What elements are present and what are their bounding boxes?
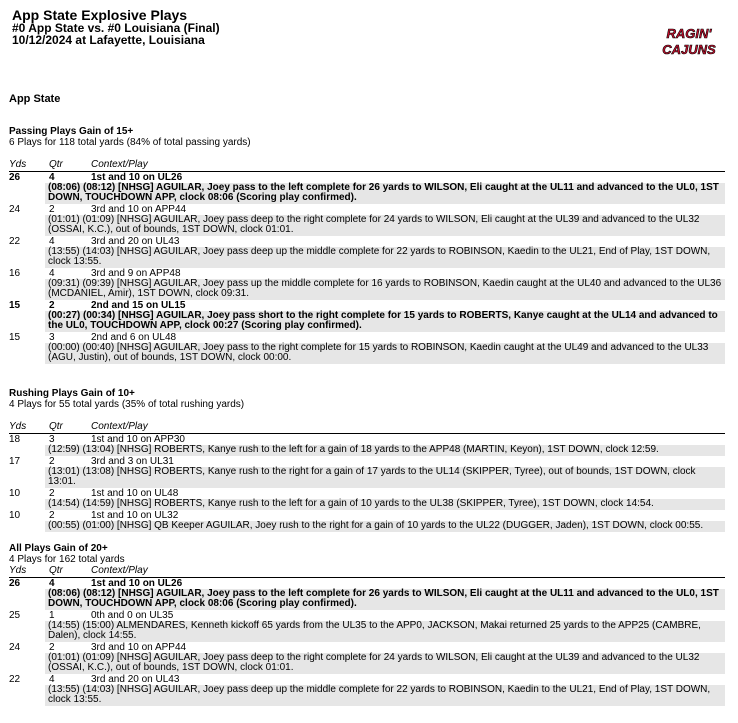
play-quarter: 4 [49, 172, 55, 183]
play-situation: 1st and 10 on UL26 [91, 172, 183, 183]
col-yds: Yds [9, 565, 27, 576]
rushing-title: Rushing Plays Gain of 10+ [9, 388, 135, 399]
logo-text-bottom: CAJUNS [662, 42, 716, 57]
play-quarter: 4 [49, 236, 55, 247]
play-quarter: 4 [49, 674, 55, 685]
play-description: (01:01) (01:09) [NHSG] AGUILAR, Joey pass deep to the right complete for 24 yards to WILSON, Eli caught at the UL39 and advanced to the UL32 (OSSAI, K.C.), out of bounds, 1ST DOWN, clock 01:01. [45, 653, 725, 674]
play-yards: 15 [9, 332, 21, 343]
play-yards: 24 [9, 642, 21, 653]
play-yards: 22 [9, 236, 21, 247]
col-yds: Yds [9, 421, 27, 432]
all-plays-subtitle: 4 Plays for 162 total yards [9, 554, 125, 565]
game-date-location: 10/12/2024 at Lafayette, Louisiana [12, 33, 205, 47]
play-description: (08:06) (08:12) [NHSG] AGUILAR, Joey pass to the left complete for 26 yards to WILSON, Eli caught at the UL11 and advanced to the UL0, 1ST DOWN, TOUCHDOWN APP, clock 08:06 (Scoring play confirmed). [45, 183, 725, 204]
passing-column-header [9, 159, 725, 172]
play-quarter: 2 [49, 642, 55, 653]
play-yards: 26 [9, 172, 21, 183]
play-row [9, 236, 725, 268]
play-quarter: 3 [49, 434, 55, 445]
play-quarter: 3 [49, 332, 55, 343]
play-description: (14:55) (15:00) ALMENDARES, Kenneth kickoff 65 yards from the UL35 to the APP0, JACKSON, Makai returned 25 yards to the APP25 (CAMBRE, Dalen), clock 14:55. [45, 621, 725, 642]
passing-title: Passing Plays Gain of 15+ [9, 126, 134, 137]
all-plays-section [9, 543, 725, 706]
play-quarter: 4 [49, 578, 55, 589]
passing-section [9, 126, 725, 364]
play-description: (13:01) (13:08) [NHSG] ROBERTS, Kanye rush to the right for a gain of 17 yards to the UL14 (SKIPPER, Tyree), out of bounds, 1ST DOWN, clock 13:01. [45, 467, 725, 488]
play-yards: 16 [9, 268, 21, 279]
play-situation: 2nd and 6 on UL48 [91, 332, 177, 343]
play-row [9, 456, 725, 488]
play-row [9, 510, 725, 532]
play-description: (00:55) (01:00) [NHSG] QB Keeper AGUILAR, Joey rush to the right for a gain of 10 yards to the UL22 (DUGGER, Jaden), 1ST DOWN, clock 00:55. [45, 521, 725, 532]
team-name: App State [9, 93, 61, 105]
col-context: Context/Play [91, 565, 148, 576]
play-row [9, 434, 725, 456]
all-plays-title: All Plays Gain of 20+ [9, 543, 108, 554]
play-yards: 18 [9, 434, 21, 445]
col-context: Context/Play [91, 159, 148, 170]
play-quarter: 2 [49, 510, 55, 521]
play-row [9, 172, 725, 204]
play-row [9, 332, 725, 364]
play-quarter: 4 [49, 268, 55, 279]
play-yards: 10 [9, 510, 21, 521]
play-situation: 1st and 10 on UL32 [91, 510, 179, 521]
play-situation: 2nd and 15 on UL15 [91, 300, 186, 311]
play-row [9, 578, 725, 610]
play-row [9, 610, 725, 642]
play-quarter: 2 [49, 204, 55, 215]
report-title: App State Explosive Plays [12, 7, 188, 23]
ragin-cajuns-logo [656, 24, 722, 58]
play-situation: 3rd and 9 on APP48 [91, 268, 181, 279]
col-yds: Yds [9, 159, 27, 170]
all-plays-play-list [9, 578, 725, 706]
passing-play-list [9, 172, 725, 364]
play-description: (14:54) (14:59) [NHSG] ROBERTS, Kanye rush to the left for a gain of 10 yards to the UL38 (SKIPPER, Tyree), 1ST DOWN, clock 14:54. [45, 499, 725, 510]
report-header [12, 8, 220, 46]
col-qtr: Qtr [49, 565, 63, 576]
all-plays-column-header [9, 565, 725, 578]
play-yards: 26 [9, 578, 21, 589]
play-row [9, 674, 725, 706]
game-matchup: #0 App State vs. #0 Louisiana (Final) [12, 21, 220, 35]
play-description: (00:00) (00:40) [NHSG] AGUILAR, Joey pass to the right complete for 15 yards to ROBINSON, Kaedin caught at the UL49 and advanced to the UL33 (AGU, Justin), out of bounds, 1ST DOWN, clock 00:00. [45, 343, 725, 364]
play-row [9, 488, 725, 510]
play-quarter: 2 [49, 456, 55, 467]
play-yards: 22 [9, 674, 21, 685]
rushing-subtitle: 4 Plays for 55 total yards (35% of total rushing yards) [9, 399, 245, 410]
play-yards: 17 [9, 456, 21, 467]
play-yards: 24 [9, 204, 21, 215]
play-situation: 3rd and 10 on APP44 [91, 642, 187, 653]
play-description: (12:59) (13:04) [NHSG] ROBERTS, Kanye rush to the left for a gain of 18 yards to the APP48 (MARTIN, Keyon), 1ST DOWN, clock 12:59. [45, 445, 725, 456]
play-description: (01:01) (01:09) [NHSG] AGUILAR, Joey pass deep to the right complete for 24 yards to WILSON, Eli caught at the UL39 and advanced to the UL32 (OSSAI, K.C.), out of bounds, 1ST DOWN, clock 01:01. [45, 215, 725, 236]
col-qtr: Qtr [49, 421, 63, 432]
rushing-section [9, 388, 725, 532]
play-description: (13:55) (14:03) [NHSG] AGUILAR, Joey pass deep up the middle complete for 22 yards to ROBINSON, Kaedin to the UL21, End of Play, 1ST DOWN, clock 13:55. [45, 247, 725, 268]
play-row [9, 300, 725, 332]
rushing-column-header [9, 421, 725, 434]
play-quarter: 2 [49, 300, 55, 311]
play-description: (00:27) (00:34) [NHSG] AGUILAR, Joey pass short to the right complete for 15 yards to ROBERTS, Kanye caught at the UL14 and advanced to the UL0, TOUCHDOWN APP, clock 00:27 (Scoring play confirmed). [45, 311, 725, 332]
play-row [9, 268, 725, 300]
logo-text-top: RAGIN' [666, 26, 712, 41]
rushing-play-list [9, 434, 725, 532]
play-yards: 15 [9, 300, 21, 311]
play-row [9, 204, 725, 236]
play-situation: 3rd and 10 on APP44 [91, 204, 187, 215]
play-yards: 25 [9, 610, 21, 621]
play-description: (08:06) (08:12) [NHSG] AGUILAR, Joey pass to the left complete for 26 yards to WILSON, Eli caught at the UL11 and advanced to the UL0, 1ST DOWN, TOUCHDOWN APP, clock 08:06 (Scoring play confirmed). [45, 589, 725, 610]
play-situation: 1st and 10 on UL48 [91, 488, 179, 499]
play-situation: 1st and 10 on APP30 [91, 434, 185, 445]
play-situation: 0th and 0 on UL35 [91, 610, 174, 621]
play-quarter: 1 [49, 610, 55, 621]
play-situation: 3rd and 20 on UL43 [91, 674, 180, 685]
play-row [9, 642, 725, 674]
play-description: (13:55) (14:03) [NHSG] AGUILAR, Joey pass deep up the middle complete for 22 yards to ROBINSON, Kaedin to the UL21, End of Play, 1ST DOWN, clock 13:55. [45, 685, 725, 706]
play-situation: 3rd and 20 on UL43 [91, 236, 180, 247]
col-qtr: Qtr [49, 159, 63, 170]
play-quarter: 2 [49, 488, 55, 499]
play-yards: 10 [9, 488, 21, 499]
play-description: (09:31) (09:39) [NHSG] AGUILAR, Joey pass up the middle complete for 16 yards to ROBINSON, Kaedin caught at the UL40 and advanced to the UL36 (MCDANIEL, Amir), 1ST DOWN, clock 09:31. [45, 279, 725, 300]
play-situation: 3rd and 3 on UL31 [91, 456, 174, 467]
play-situation: 1st and 10 on UL26 [91, 578, 183, 589]
col-context: Context/Play [91, 421, 148, 432]
passing-subtitle: 6 Plays for 118 total yards (84% of total passing yards) [9, 137, 251, 148]
